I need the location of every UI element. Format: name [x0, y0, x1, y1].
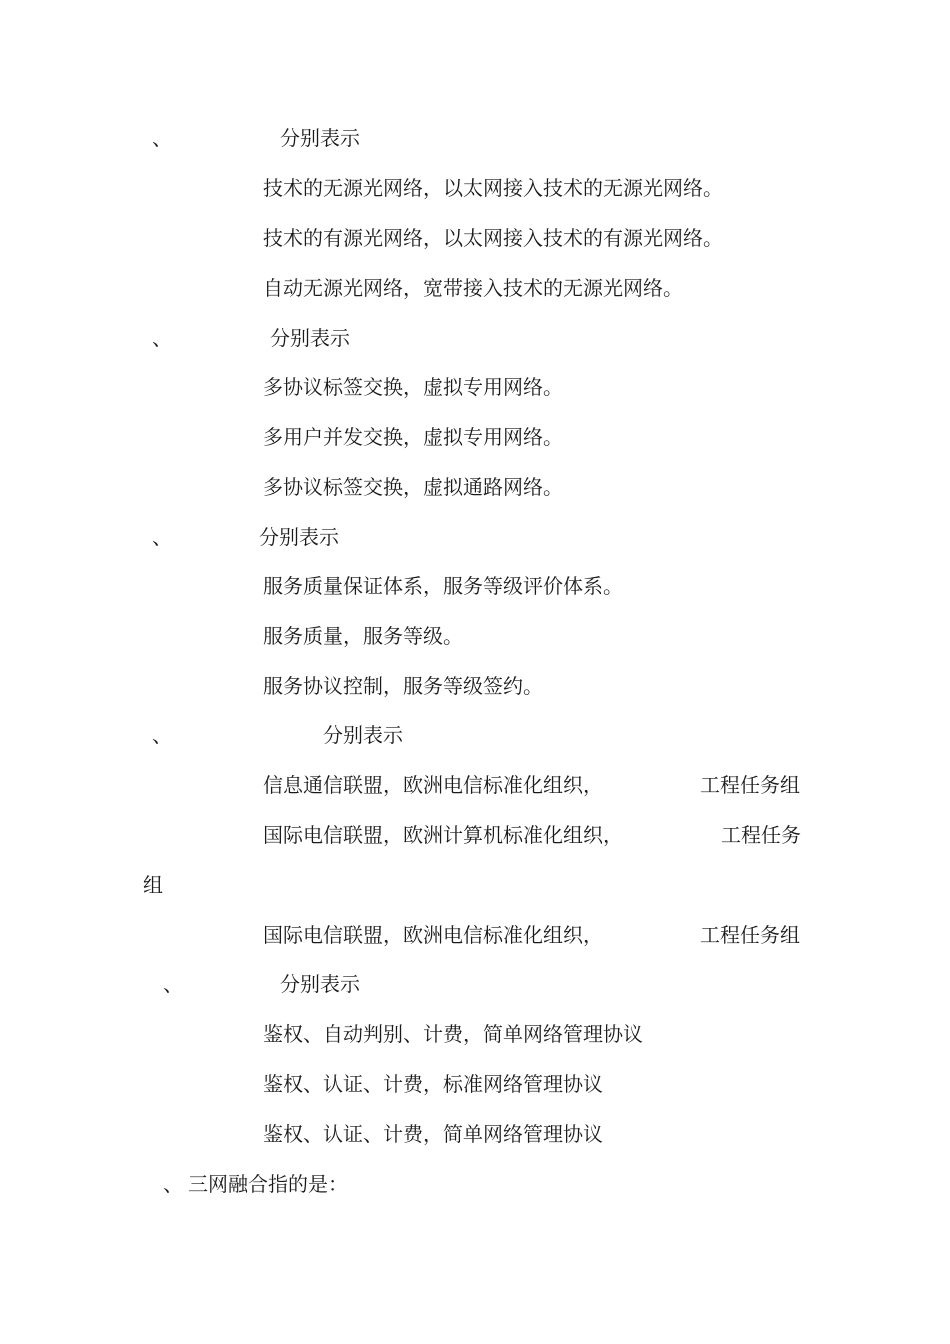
question-4-option-b-wrap: 组	[143, 873, 163, 897]
question-4-stem: 分别表示	[323, 723, 403, 747]
question-5-option-b: 鉴权、认证、计费，标准网络管理协议	[263, 1072, 603, 1096]
question-2-stem: 分别表示	[270, 326, 350, 350]
question-4-option-b-right: 工程任务	[721, 823, 801, 847]
question-1-stem: 分别表示	[280, 126, 360, 150]
question-4-option-c-left: 国际电信联盟，欧洲电信标准化组织，	[263, 923, 603, 947]
question-1-option-a: 技术的无源光网络，以太网接入技术的无源光网络。	[263, 176, 723, 200]
question-2-option-c: 多协议标签交换，虚拟通路网络。	[263, 475, 563, 499]
question-4-option-a-right: 工程任务组	[700, 773, 800, 797]
question-6-number-mark: 、	[163, 1172, 183, 1196]
question-2-option-a: 多协议标签交换，虚拟专用网络。	[263, 375, 563, 399]
question-3-option-a: 服务质量保证体系，服务等级评价体系。	[263, 574, 623, 598]
question-5-stem: 分别表示	[280, 972, 360, 996]
question-6-stem: 三网融合指的是：	[188, 1172, 348, 1196]
question-4-option-b-left: 国际电信联盟，欧洲计算机标准化组织，	[263, 823, 623, 847]
question-5-option-c: 鉴权、认证、计费，简单网络管理协议	[263, 1122, 603, 1146]
question-4-number-mark: 、	[152, 723, 172, 747]
question-3-option-c: 服务协议控制，服务等级签约。	[263, 674, 543, 698]
question-5-option-a: 鉴权、自动判别、计费，简单网络管理协议	[263, 1022, 643, 1046]
question-2-number-mark: 、	[152, 326, 172, 350]
question-1-option-b: 技术的有源光网络，以太网接入技术的有源光网络。	[263, 226, 723, 250]
question-3-option-b: 服务质量，服务等级。	[263, 624, 463, 648]
question-4-option-c-right: 工程任务组	[700, 923, 800, 947]
question-5-number-mark: 、	[163, 972, 183, 996]
question-1-option-c: 自动无源光网络，宽带接入技术的无源光网络。	[263, 276, 683, 300]
question-3-number-mark: 、	[152, 525, 172, 549]
question-2-option-b: 多用户并发交换，虚拟专用网络。	[263, 425, 563, 449]
question-4-option-a-left: 信息通信联盟，欧洲电信标准化组织，	[263, 773, 603, 797]
question-1-number-mark: 、	[152, 126, 172, 150]
question-3-stem: 分别表示	[259, 525, 339, 549]
